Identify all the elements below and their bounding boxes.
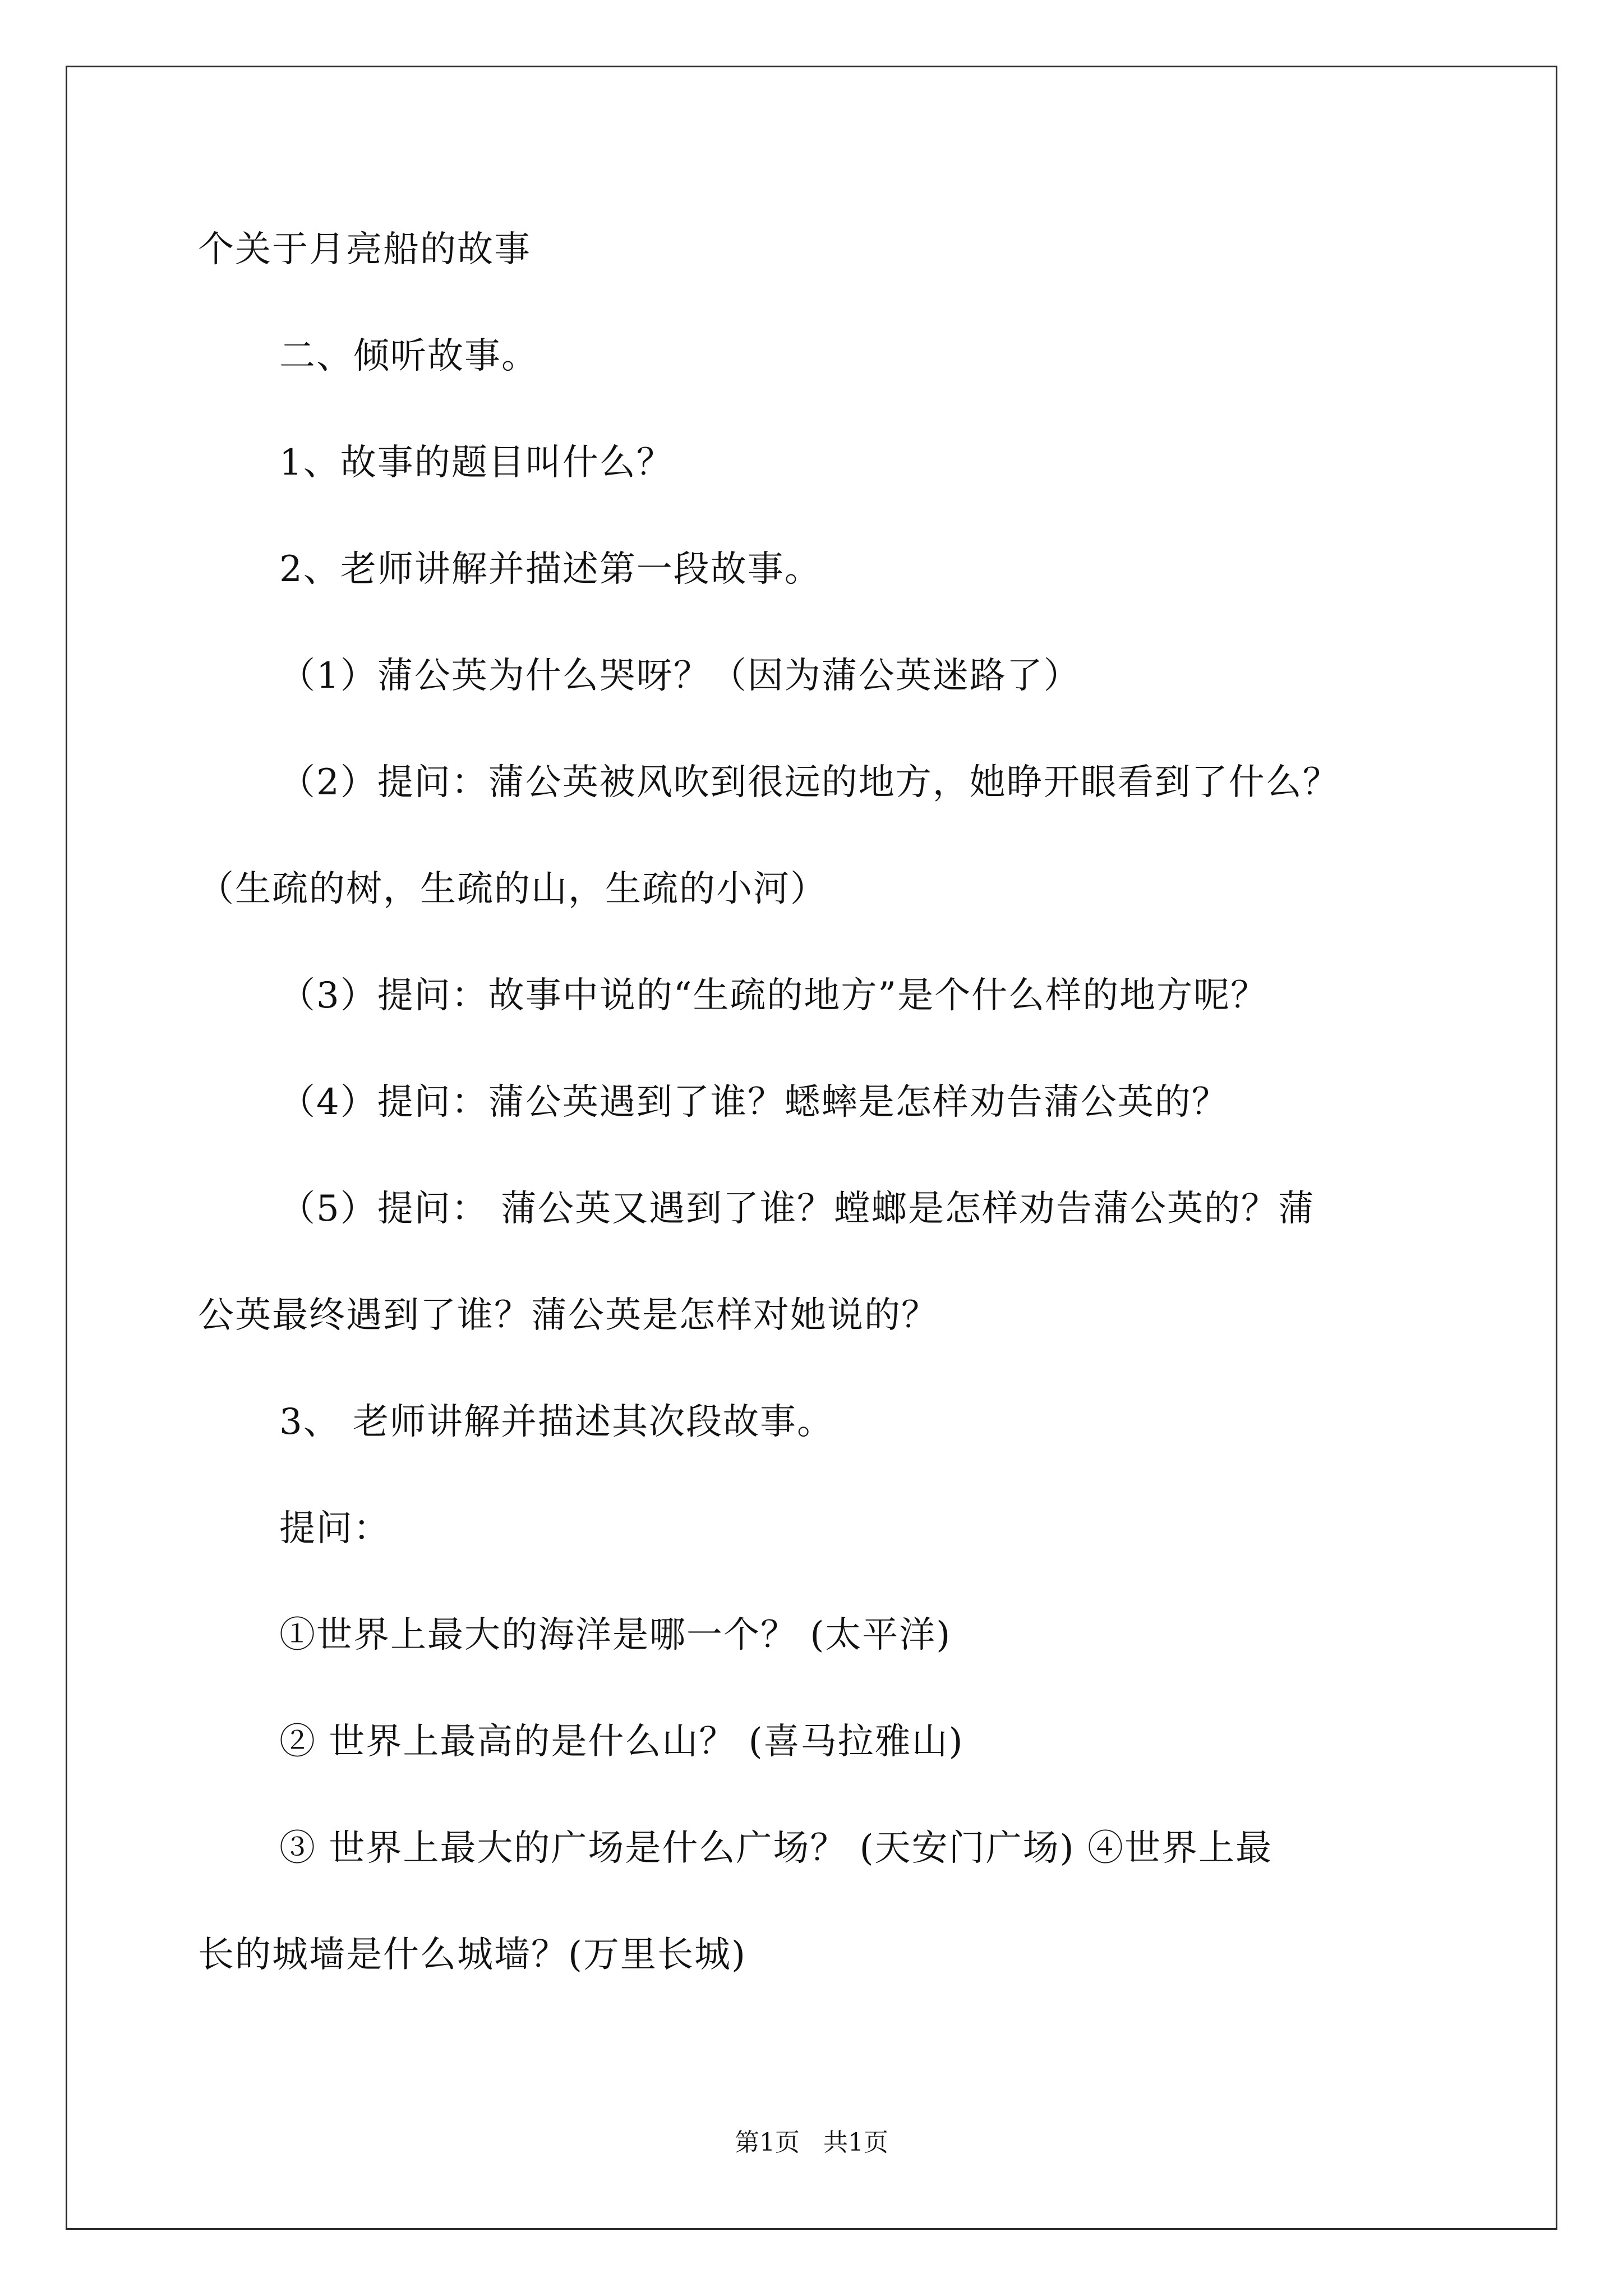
page-border xyxy=(66,66,1557,2230)
text-line-8: （3）提问：故事中说的“生疏的地方”是个什么样的地方呢？ xyxy=(279,975,1268,1016)
text-line-10: （5）提问： 蒲公英又遇到了谁？螳螂是怎样劝告蒲公英的？蒲 xyxy=(279,1188,1316,1230)
page-number: 第1页 共1页 xyxy=(735,2128,888,2157)
text-line-9: （4）提问：蒲公英遇到了谁？蟋蟀是怎样劝告蒲公英的？ xyxy=(279,1082,1229,1123)
text-line-17: 长的城墙是什么城墙？(万里长城) xyxy=(198,1934,746,1976)
text-line-15: ② 世界上最高的是什么山？ (喜马拉雅山) xyxy=(279,1721,964,1763)
text-line-4: 2、老师讲解并描述第一段故事。 xyxy=(279,549,822,590)
text-line-6: （2）提问：蒲公英被风吹到很远的地方，她睁开眼看到了什么？ xyxy=(279,762,1340,803)
text-line-12: 3、 老师讲解并描述其次段故事。 xyxy=(279,1401,834,1443)
text-line-1: 个关于月亮船的故事 xyxy=(198,229,531,270)
text-line-5: （1）蒲公英为什么哭呀？（因为蒲公英迷路了） xyxy=(279,655,1081,697)
text-line-3: 1、故事的题目叫什么？ xyxy=(279,442,674,484)
text-line-11: 公英最终遇到了谁？蒲公英是怎样对她说的？ xyxy=(198,1295,938,1336)
text-line-16: ③ 世界上最大的广场是什么广场？ (天安门广场) ④世界上最 xyxy=(279,1828,1272,1869)
text-line-7: （生疏的树，生疏的山，生疏的小河） xyxy=(198,868,827,910)
text-line-2: 二、倾听故事。 xyxy=(279,335,538,377)
text-line-14: ①世界上最大的海洋是哪一个？ (太平洋) xyxy=(279,1614,952,1656)
text-line-13: 提问： xyxy=(279,1508,390,1549)
